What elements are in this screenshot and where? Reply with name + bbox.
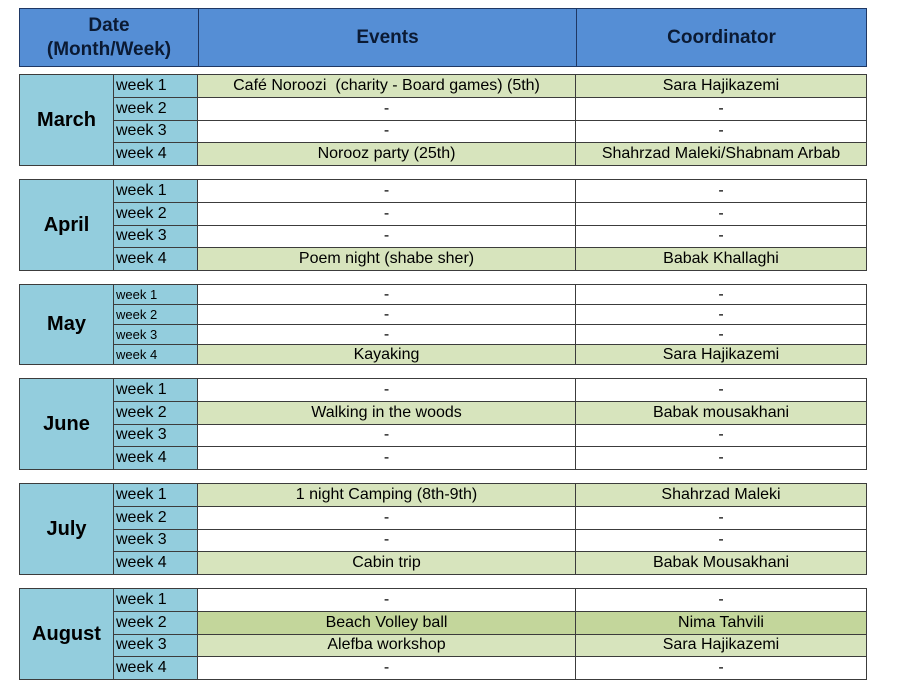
week-cell: week 4 <box>114 447 198 469</box>
week-cell: week 4 <box>114 143 198 165</box>
table-row <box>114 97 866 120</box>
week-cell: week 2 <box>114 402 198 424</box>
week-cell: week 4 <box>114 248 198 270</box>
event-cell: - <box>198 379 576 401</box>
event-cell: Beach Volley ball <box>198 612 576 634</box>
week-cell: week 4 <box>114 552 198 574</box>
table-row <box>114 120 866 143</box>
coordinator-cell: - <box>718 285 724 303</box>
week-cell: week 3 <box>114 530 198 552</box>
event-cell: Walking in the woods <box>198 402 576 424</box>
week-cell: week 2 <box>114 305 198 324</box>
table-row <box>114 75 866 97</box>
month-block-june <box>19 378 867 470</box>
coordinator-cell: - <box>718 531 724 549</box>
coordinator-cell: Shahrzad Maleki/Shabnam Arbab <box>576 143 866 165</box>
week-rows <box>114 285 866 364</box>
coordinator-cell: - <box>718 204 724 222</box>
week-cell: week 1 <box>114 180 198 202</box>
table-row <box>114 634 866 657</box>
week-cell: week 3 <box>114 635 198 657</box>
month-label: July <box>20 484 114 574</box>
table-row <box>114 180 866 202</box>
week-cell: week 3 <box>114 325 198 344</box>
event-cell: - <box>198 325 576 344</box>
header-date-sublabel: (Month/Week) <box>46 38 172 60</box>
table-row <box>114 424 866 447</box>
table-row <box>114 285 866 304</box>
event-cell: 1 night Camping (8th-9th) <box>198 484 576 506</box>
event-cell: - <box>198 425 576 447</box>
table-row <box>114 656 866 679</box>
event-cell: - <box>198 507 576 529</box>
event-cell: - <box>198 447 576 469</box>
month-label: May <box>20 285 114 364</box>
week-cell: week 3 <box>114 425 198 447</box>
table-row <box>114 551 866 574</box>
week-cell: week 3 <box>114 121 198 143</box>
event-cell: Alefba workshop <box>198 635 576 657</box>
table-row <box>114 247 866 270</box>
coordinator-cell: - <box>718 508 724 526</box>
event-cell: Poem night (shabe sher) <box>198 248 576 270</box>
coordinator-cell: Babak Mousakhani <box>576 552 866 574</box>
event-cell: - <box>198 657 576 679</box>
table-row <box>114 225 866 248</box>
coordinator-cell: - <box>718 449 724 467</box>
table-row <box>114 529 866 552</box>
month-block-august <box>19 588 867 680</box>
table-row <box>114 142 866 165</box>
coordinator-cell: - <box>718 590 724 608</box>
week-rows <box>114 589 866 679</box>
coordinator-cell: Babak Khallaghi <box>576 248 866 270</box>
month-block-may <box>19 284 867 365</box>
event-cell: Café Noroozi (charity - Board games) (5th) <box>198 75 576 97</box>
event-cell: - <box>198 98 576 120</box>
table-header <box>19 8 867 67</box>
coordinator-cell: Sara Hajikazemi <box>576 635 866 657</box>
coordinator-cell: Sara Hajikazemi <box>576 75 866 97</box>
event-cell: - <box>198 530 576 552</box>
table-row <box>114 446 866 469</box>
coordinator-cell: - <box>718 99 724 117</box>
coordinator-cell: - <box>718 659 724 677</box>
month-label: March <box>20 75 114 165</box>
table-row <box>114 324 866 344</box>
week-cell: week 4 <box>114 657 198 679</box>
header-events: Events <box>199 9 577 66</box>
month-label: August <box>20 589 114 679</box>
month-block-july <box>19 483 867 575</box>
event-cell: - <box>198 226 576 248</box>
week-cell: week 2 <box>114 612 198 634</box>
week-cell: week 1 <box>114 285 198 304</box>
header-date-label: Date <box>88 14 130 36</box>
coordinator-cell: - <box>718 305 724 323</box>
month-label: June <box>20 379 114 469</box>
week-cell: week 1 <box>114 379 198 401</box>
week-cell: week 1 <box>114 589 198 611</box>
coordinator-cell: - <box>718 122 724 140</box>
coordinator-cell: Shahrzad Maleki <box>576 484 866 506</box>
table-row <box>114 304 866 324</box>
table-row <box>114 506 866 529</box>
header-date <box>20 9 199 66</box>
event-cell: - <box>198 305 576 324</box>
coordinator-cell: Nima Tahvili <box>576 612 866 634</box>
coordinator-cell: - <box>718 380 724 398</box>
week-cell: week 1 <box>114 484 198 506</box>
week-cell: week 2 <box>114 203 198 225</box>
table-row <box>114 611 866 634</box>
event-cell: Cabin trip <box>198 552 576 574</box>
event-cell: - <box>198 203 576 225</box>
week-cell: week 2 <box>114 98 198 120</box>
coordinator-cell: Babak mousakhani <box>576 402 866 424</box>
coordinator-cell: - <box>718 325 724 343</box>
table-row <box>114 202 866 225</box>
event-cell: - <box>198 589 576 611</box>
table-row <box>114 379 866 401</box>
event-cell: - <box>198 285 576 304</box>
week-rows <box>114 75 866 165</box>
table-row <box>114 401 866 424</box>
header-coordinator: Coordinator <box>667 26 776 48</box>
week-rows <box>114 484 866 574</box>
month-block-march <box>19 74 867 166</box>
table-row <box>114 589 866 611</box>
month-label: April <box>20 180 114 270</box>
week-cell: week 4 <box>114 345 198 364</box>
event-cell: Norooz party (25th) <box>198 143 576 165</box>
event-cell: Kayaking <box>198 345 576 364</box>
coordinator-cell: - <box>718 181 724 199</box>
week-rows <box>114 379 866 469</box>
event-cell: - <box>198 121 576 143</box>
table-row <box>114 344 866 364</box>
event-cell: - <box>198 180 576 202</box>
coordinator-cell: - <box>718 426 724 444</box>
week-rows <box>114 180 866 270</box>
week-cell: week 3 <box>114 226 198 248</box>
week-cell: week 1 <box>114 75 198 97</box>
coordinator-cell: Sara Hajikazemi <box>576 345 866 364</box>
table-row <box>114 484 866 506</box>
month-block-april <box>19 179 867 271</box>
week-cell: week 2 <box>114 507 198 529</box>
coordinator-cell: - <box>718 227 724 245</box>
